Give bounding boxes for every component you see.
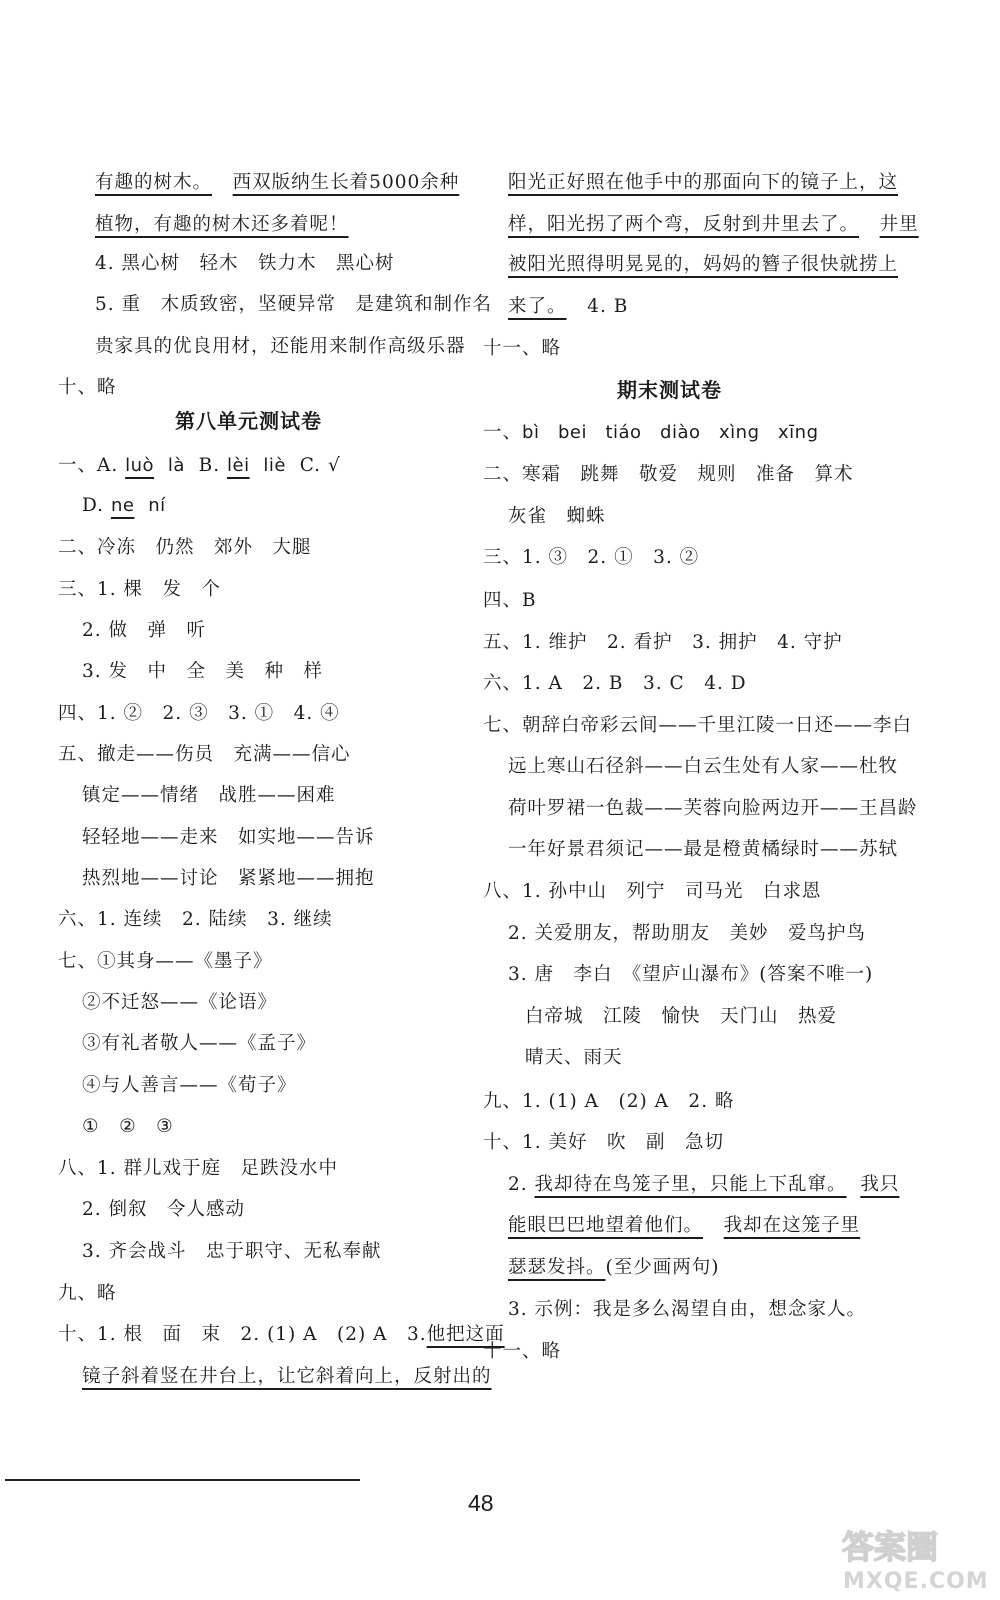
unit8-q5-3: 轻轻地——走来 如实地——告诉	[82, 827, 375, 848]
final-q10-1: 十、1. 美好 吹 副 急切	[483, 1132, 725, 1153]
unit8-q2: 二、冷冻 仍然 郊外 大腿	[58, 537, 312, 558]
unit8-q9: 九、略	[58, 1283, 117, 1304]
right-line-4	[508, 294, 628, 320]
final-q2-1: 二、寒霜 跳舞 敬爱 规则 准备 算术	[483, 464, 854, 485]
underlined-answer: 井里	[879, 214, 919, 235]
underlined-answer: 有趣的树木。	[95, 172, 213, 193]
pinyin-lei: lèi	[227, 455, 250, 476]
q1-c-label: C. √	[299, 455, 341, 476]
left-line-1	[95, 170, 459, 196]
unit8-q1-line2	[82, 493, 166, 519]
final-q8-4: 白帝城 江陵 愉快 天门山 热爱	[525, 1006, 838, 1027]
page-number: 48	[468, 1490, 494, 1516]
left-line-4: 5. 重 木质致密，坚硬异常 是建筑和制作名	[95, 294, 493, 315]
final-q5: 五、1. 维护 2. 看护 3. 拥护 4. 守护	[483, 632, 843, 653]
watermark-logo	[842, 1528, 992, 1566]
watermark-logo-text: 答案圈	[842, 1528, 939, 1566]
right-line-2	[508, 212, 919, 238]
unit8-q5-2: 镇定——情绪 战胜——困难	[82, 785, 336, 806]
right-line-5: 十一、略	[483, 338, 562, 359]
q1-a-label: 一、A.	[58, 455, 119, 476]
left-line-6: 十、略	[58, 377, 117, 398]
final-q1	[483, 420, 819, 446]
unit8-title: 第八单元测试卷	[175, 409, 322, 433]
q1-b-label: B.	[198, 455, 221, 476]
unit8-q10-1	[58, 1322, 505, 1348]
unit8-q7-4: ④与人善言——《荀子》	[82, 1075, 297, 1096]
unit8-q3-2: 2. 做 弹 听	[82, 620, 207, 641]
final-q3: 三、1. ③ 2. ① 3. ②	[483, 547, 700, 568]
unit8-q1-line1	[58, 453, 341, 479]
underlined-answer: 西双版纳生长着5000余种	[232, 172, 460, 193]
unit8-q7-3: ③有礼者敬人——《孟子》	[82, 1033, 317, 1054]
final-q2-2: 灰雀 蜘蛛	[508, 506, 606, 527]
pinyin-lie: liè	[263, 455, 286, 476]
final-q7-2: 远上寒山石径斜——白云生处有人家——杜牧	[508, 756, 899, 777]
left-line-5: 贵家具的优良用材，还能用来制作高级乐器	[95, 336, 466, 357]
unit8-q10-2	[82, 1364, 492, 1390]
underlined-answer: 我只	[860, 1174, 900, 1195]
watermark-url: MXQE.COM	[843, 1569, 989, 1594]
item-number: 2.	[508, 1174, 528, 1195]
right-line-3	[508, 252, 898, 278]
final-q9: 九、1. (1) A (2) A 2. 略	[483, 1091, 735, 1112]
final-q7-1: 七、朝辞白帝彩云间——千里江陵一日还——李白	[483, 715, 913, 736]
unit8-q6: 六、1. 连续 2. 陆续 3. 继续	[58, 909, 333, 930]
final-q10-4	[508, 1255, 719, 1281]
unit8-q7-2: ②不迁怒——《论语》	[82, 992, 278, 1013]
pinyin-luo: luò	[125, 455, 155, 476]
q1-d-label: D.	[82, 495, 105, 516]
final-q7-3: 荷叶罗裙一色裁——芙蓉向脸两边开——王昌龄	[508, 798, 918, 819]
final-q4: 四、B	[483, 590, 537, 611]
final-q8-5: 晴天、雨天	[525, 1047, 623, 1068]
underlined-answer: 植物，有趣的树木还多着呢！	[95, 214, 349, 235]
unit8-q8-1: 八、1. 群儿戏于庭 足跌没水中	[58, 1158, 339, 1179]
final-q10-2	[508, 1172, 899, 1198]
answer-text: 4. B	[587, 296, 629, 317]
unit8-q8-2: 2. 倒叙 令人感动	[82, 1199, 246, 1220]
left-line-3: 4. 黑心树 轻木 铁力木 黑心树	[95, 253, 395, 274]
unit8-q5-1: 五、撤走——伤员 充满——信心	[58, 744, 351, 765]
pinyin-answers: bì bei tiáo diào xìng xīng	[522, 422, 819, 443]
unit8-q7-1: 七、①其身——《墨子》	[58, 951, 273, 972]
unit8-q7-5: ① ② ③	[82, 1116, 174, 1137]
underlined-answer: 他把这面	[426, 1324, 505, 1345]
final-q8-3: 3. 唐 李白 《望庐山瀑布》(答案不唯一)	[508, 964, 874, 985]
left-line-2	[95, 212, 349, 238]
underlined-answer: 我却待在鸟笼子里，只能上下乱窜。	[534, 1174, 847, 1195]
underlined-answer: 来了。	[508, 296, 567, 317]
underlined-answer: 样，阳光拐了两个弯，反射到井里去了。	[508, 214, 860, 235]
unit8-q5-4: 热烈地——讨论 紧紧地——拥抱	[82, 868, 375, 889]
final-q10-5: 3. 示例：我是多么渴望自由，想念家人。	[508, 1299, 867, 1320]
final-q7-4: 一年好景君须记——最是橙黄橘绿时——苏轼	[508, 839, 899, 860]
underlined-answer: 我却在这笼子里	[723, 1215, 861, 1236]
underlined-answer: 瑟瑟发抖。	[508, 1257, 606, 1278]
footer-rule	[5, 1479, 360, 1481]
f1-label: 一、	[483, 422, 523, 443]
unit8-q8-3: 3. 齐会战斗 忠于职守、无私奉献	[82, 1241, 382, 1262]
final-exam-title: 期末测试卷	[617, 378, 722, 402]
final-q6: 六、1. A 2. B 3. C 4. D	[483, 673, 747, 694]
final-q11: 十一、略	[483, 1341, 562, 1362]
final-q8-2: 2. 关爱朋友，帮助朋友 美妙 爱鸟护鸟	[508, 923, 867, 944]
final-q8-1: 八、1. 孙中山 列宁 司马光 白求恩	[483, 881, 822, 902]
underlined-answer: 镜子斜着竖在井台上，让它斜着向上，反射出的	[82, 1366, 492, 1387]
underlined-answer: 被阳光照得明晃晃的，妈妈的簪子很快就捞上	[508, 254, 899, 275]
underlined-answer: 阳光正好照在他手中的那面向下的镜子上，这	[508, 172, 899, 193]
note-text: (至少画两句)	[605, 1257, 720, 1278]
unit8-q3-1: 三、1. 棵 发 个	[58, 579, 222, 600]
q10-text: 十、1. 根 面 束 2. (1) A (2) A 3.	[58, 1324, 427, 1345]
unit8-q3-3: 3. 发 中 全 美 种 样	[82, 661, 324, 682]
underlined-answer: 能眼巴巴地望着他们。	[508, 1215, 704, 1236]
final-q10-3	[508, 1213, 860, 1239]
pinyin-ne: ne	[110, 495, 135, 516]
unit8-q4: 四、1. ② 2. ③ 3. ① 4. ④	[58, 703, 340, 724]
pinyin-ni: ní	[148, 495, 166, 516]
pinyin-la: là	[167, 455, 185, 476]
right-line-1	[508, 170, 898, 196]
